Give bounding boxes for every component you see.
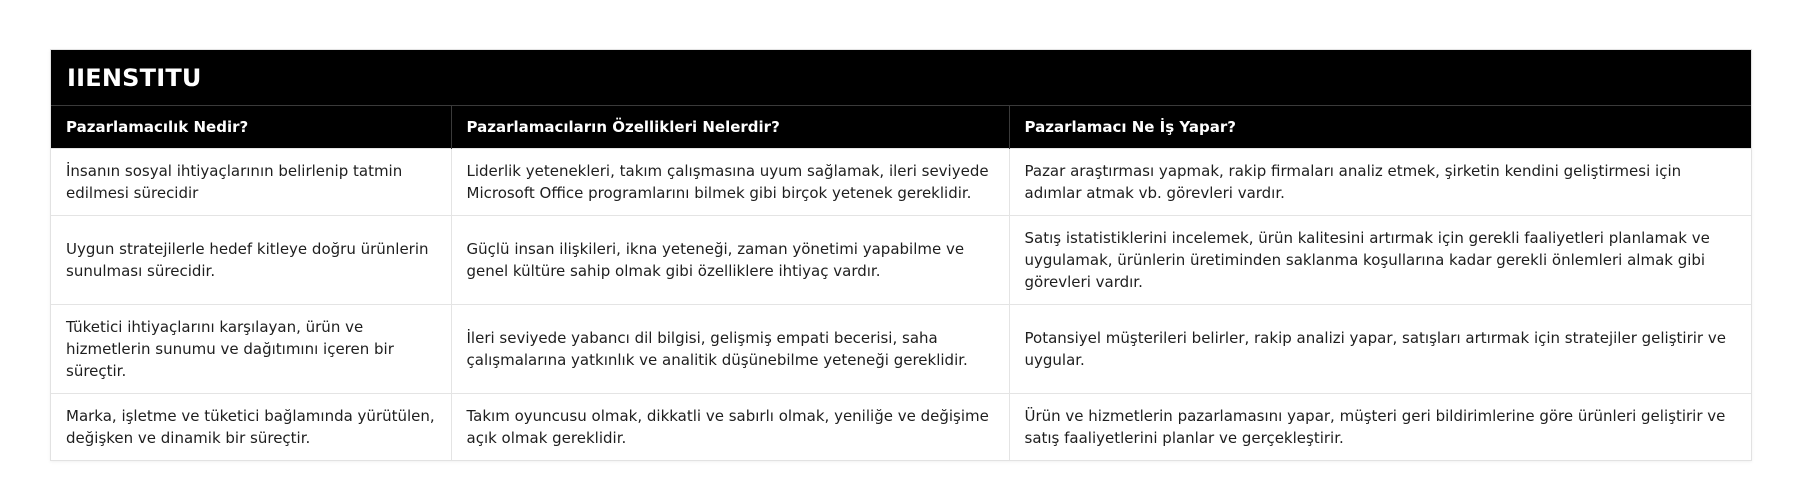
content-table-card — [50, 49, 1752, 461]
table-row — [51, 394, 1751, 461]
table-row — [51, 216, 1751, 305]
table-cell: Takım oyuncusu olmak, dikkatli ve sabırlı olmak, yeniliğe ve değişime açık olmak gereklidir. — [451, 394, 1009, 461]
comparison-table — [51, 105, 1751, 460]
table-cell: Pazar araştırması yapmak, rakip firmaları analiz etmek, şirketin kendini geliştirmesi için adımlar atmak vb. görevleri vardır. — [1009, 149, 1751, 216]
column-header: Pazarlamacılık Nedir? — [51, 106, 451, 149]
brand-title: IIENSTITU — [51, 50, 1751, 105]
column-header: Pazarlamacı Ne İş Yapar? — [1009, 106, 1751, 149]
table-cell: Liderlik yetenekleri, takım çalışmasına uyum sağlamak, ileri seviyede Microsoft Office programlarını bilmek gibi birçok yetenek gereklidir. — [451, 149, 1009, 216]
table-cell: Güçlü insan ilişkileri, ikna yeteneği, zaman yönetimi yapabilme ve genel kültüre sahip olmak gibi özelliklere ihtiyaç vardır. — [451, 216, 1009, 305]
table-cell: Tüketici ihtiyaçlarını karşılayan, ürün ve hizmetlerin sunumu ve dağıtımını içeren bir süreçtir. — [51, 305, 451, 394]
table-cell: Uygun stratejilerle hedef kitleye doğru ürünlerin sunulması sürecidir. — [51, 216, 451, 305]
table-cell: Ürün ve hizmetlerin pazarlamasını yapar, müşteri geri bildirimlerine göre ürünleri geliştirir ve satış faaliyetlerini planlar ve gerçekleştirir. — [1009, 394, 1751, 461]
table-cell: Satış istatistiklerini incelemek, ürün kalitesini artırmak için gerekli faaliyetleri planlamak ve uygulamak, ürünlerin üretiminden saklanma koşullarına kadar gerekli önlemleri almak gibi görevleri vardır. — [1009, 216, 1751, 305]
table-cell: Potansiyel müşterileri belirler, rakip analizi yapar, satışları artırmak için stratejiler geliştirir ve uygular. — [1009, 305, 1751, 394]
table-cell: İnsanın sosyal ihtiyaçlarının belirlenip tatmin edilmesi sürecidir — [51, 149, 451, 216]
table-row — [51, 149, 1751, 216]
table-cell: İleri seviyede yabancı dil bilgisi, gelişmiş empati becerisi, saha çalışmalarına yatkınlık ve analitik düşünebilme yeteneği gereklidir. — [451, 305, 1009, 394]
table-cell: Marka, işletme ve tüketici bağlamında yürütülen, değişken ve dinamik bir süreçtir. — [51, 394, 451, 461]
column-header: Pazarlamacıların Özellikleri Nelerdir? — [451, 106, 1009, 149]
table-header-row — [51, 106, 1751, 149]
table-row — [51, 305, 1751, 394]
